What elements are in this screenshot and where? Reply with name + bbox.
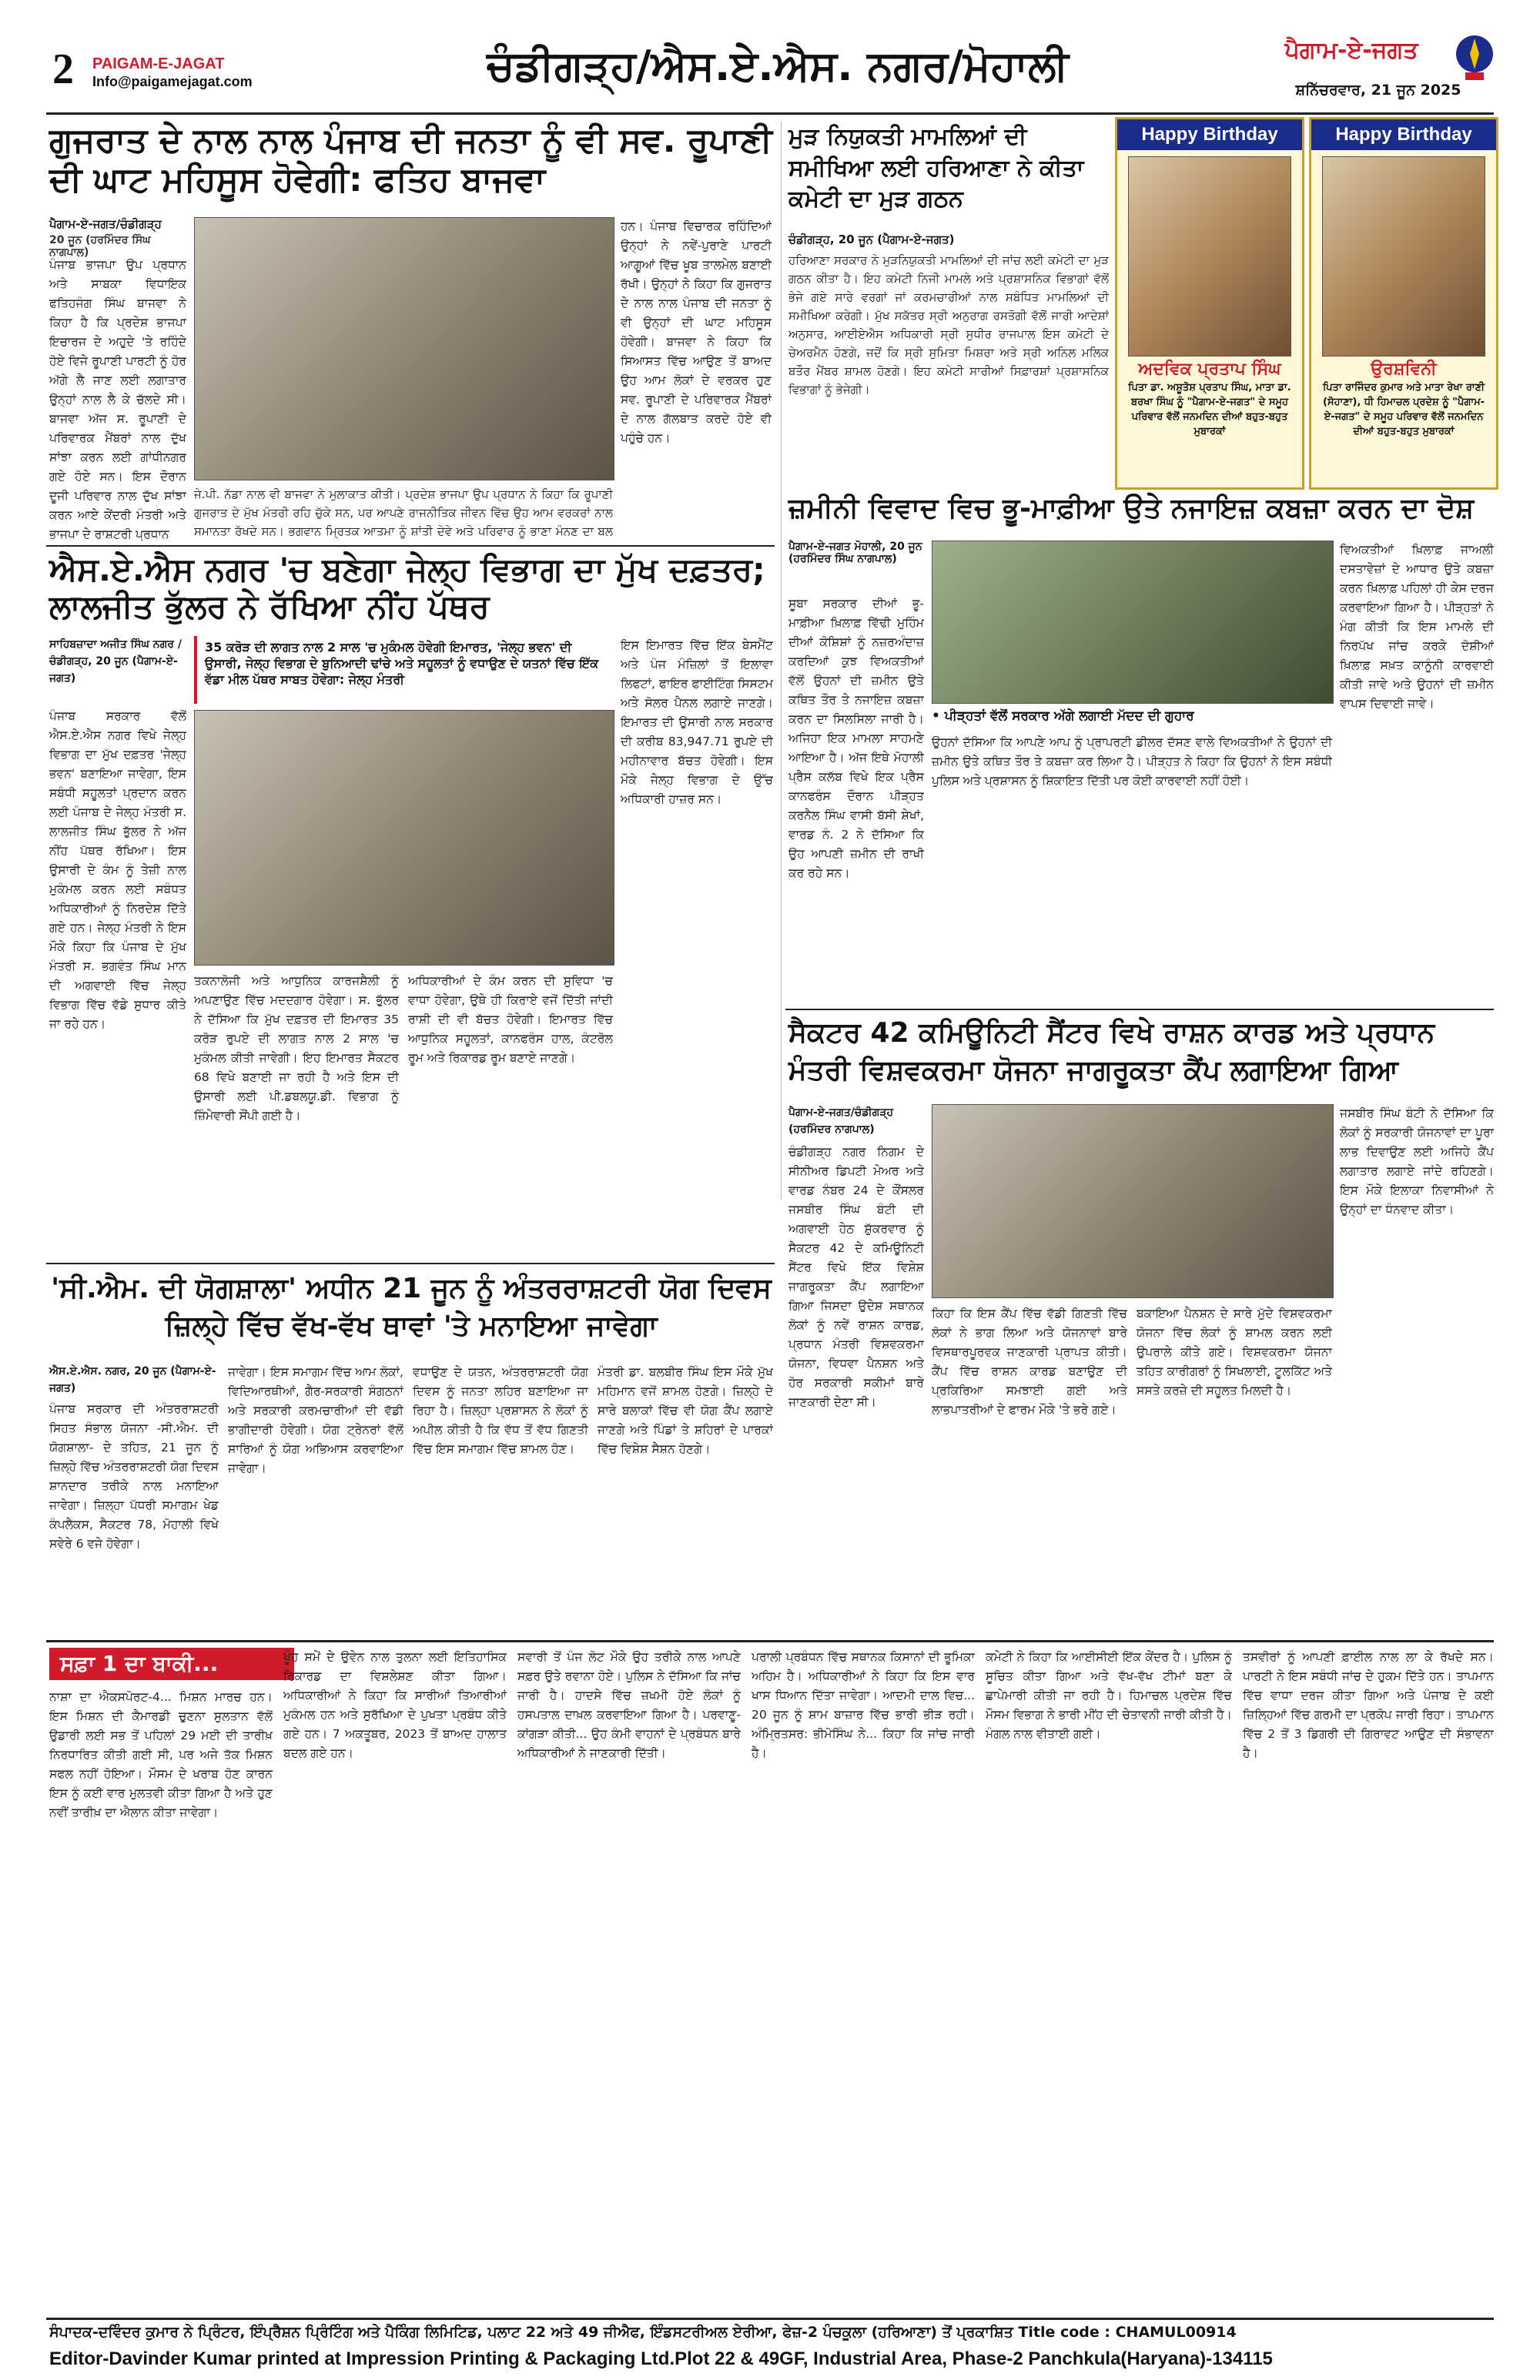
masthead-rule [46,112,1494,115]
story2-dateline: ਚੰਡੀਗੜ੍ਹ, 20 ਜੂਨ (ਪੈਗਾਮ-ਏ-ਜਗਤ) [788,233,955,246]
story1-body-col1: ਪੰਜਾਬ ਭਾਜਪਾ ਉਪ ਪ੍ਰਧਾਨ ਅਤੇ ਸਾਬਕਾ ਵਿਧਾਇਕ ਫਤਿਹਜੰਗ ਸਿੰਘ ਬਾਜਵਾ ਨੇ ਕਿਹਾ ਹੈ ਕਿ ਪ੍ਰਦੇਸ਼ ਭਾਜਪਾ ਇਚਾਰਜ ਦੇ ਅਹੁਦੇ 'ਤੇ ਰਹਿੰਦੇ ਹੋਏ ਵਿਜੇ ਰੂਪਾਣੀ ਪਾਰਟੀ ਨੂੰ ਹੋਰ ਅੱਗੇ ਲੈ ਜਾਣ ਲਈ ਲਗਾਤਾਰ ਉਨ੍ਹਾਂ ਨਾਲ ਲੈ ਕੇ ਚੱਲਦੇ ਸੀ। ਬਾਜਵਾ ਅੱਜ ਸ. ਰੂਪਾਣੀ ਦੇ ਪਰਿਵਾਰਕ ਮੈਂਬਰਾਂ ਨਾਲ ਦੁੱਖ ਸਾਂਝਾ ਕਰਨ ਲਈ ਗਾਂਧੀਨਗਰ ਗਏ ਹੋਏ ਸਨ। ਇਸ ਦੌਰਾਨ ਦੂਜੀ ਪਰਿਵਾਰ ਨਾਲ ਦੁੱਖ ਸਾਂਝਾ ਕਰਨ ਆਏ ਕੇਂਦਰੀ ਮੰਤਰੀ ਅਤੇ ਭਾਜਪਾ ਦੇ ਰਾਸ਼ਟਰੀ ਪ੍ਰਧਾਨ [49,258,186,541]
continued-col5: ਕਮੇਟੀ ਨੇ ਕਿਹਾ ਕਿ ਆਈਸੀਈ ਇੱਕ ਕੇਂਦਰ ਹੈ। ਪੁਲਿਸ ਨੂੰ ਸੂਚਿਤ ਕੀਤਾ ਗਿਆ ਅਤੇ ਵੱਖ-ਵੱਖ ਟੀਮਾਂ ਬਣਾ ਕੇ ਛਾਪੇਮਾਰੀ ਕੀਤੀ ਜਾ ਰਹੀ ਹੈ। ਹਿਮਾਚਲ ਪ੍ਰਦੇਸ਼ ਵਿੱਚ ਮੌਸਮ ਵਿਭਾਗ ਨੇ ਭਾਰੀ ਮੀਂਹ ਦੀ ਚੇਤਾਵਨੀ ਜਾਰੀ ਕੀਤੀ ਹੈ। ਮੰਗਲ ਨਾਲ ਵੀਤਾਈ ਗਈ। [986,1650,1232,1741]
paper-name: PAIGAM-E-JAGAT [92,55,225,72]
story4-body-col4: ਇਸ ਇਮਾਰਤ ਵਿੱਚ ਇੱਕ ਬੇਸਮੈਂਟ ਅਤੇ ਪੰਜ ਮੰਜ਼ਿਲਾਂ ਤੋਂ ਇਲਾਵਾ ਲਿਫਟਾਂ, ਫਾਇਰ ਫਾਈਟਿੰਗ ਸਿਸਟਮ ਅਤੇ ਸੋਲਰ ਪੈਨਲ ਲਗਾਏ ਜਾਣਗੇ। ਇਮਾਰਤ ਦੀ ਉਸਾਰੀ ਨਾਲ ਸਰਕਾਰ ਦੀ ਕਰੀਬ 83,947.71 ਰੁਪਏ ਦੀ ਮਹੀਨਾਵਾਰ ਬੱਚਤ ਹੋਵੇਗੀ। ਇਸ ਮੌਕੇ ਜੇਲ੍ਹ ਵਿਭਾਗ ਦੇ ਉੱਚ ਅਧਿਕਾਰੀ ਹਾਜ਼ਰ ਸਨ। [621,638,773,806]
masthead [0,0,1540,115]
story4-photo [194,710,614,966]
column-rule [781,122,782,1200]
footer-imprint-english: Editor-Davinder Kumar printed at Impression Printing & Packaging Ltd.Plot 22 & 49GF, Industrial Area, Phase-2 Panchkula(Haryana)-134115 [49,2348,1273,2369]
birthday-name: ਉਰਸ਼ਵਿਨੀ [1371,360,1437,379]
continued-col1: ਨਾਸ਼ਾ ਦਾ ਐਕਸਪੋਰਟ-4... ਮਿਸ਼ਨ ਮਾਰਚ ਹਨ। ਇਸ ਮਿਸ਼ਨ ਦੀ ਕੈਮਾਰਡੀ ਚੁਣਨਾ ਸੁਲਤਾਨ ਵੱਲੋਂ ਉਡਾਰੀ ਲਈ ਸਭ ਤੋਂ ਪਹਿਲਾਂ 29 ਮਈ ਦੀ ਤਾਰੀਖ਼ ਨਿਰਧਾਰਿਤ ਕੀਤੀ ਗਈ ਸੀ, ਪਰ ਅਜੇ ਤੱਕ ਮਿਸ਼ਨ ਸਫਲ ਨਹੀਂ ਹੋਇਆ। ਮੌਸਮ ਦੇ ਖਰਾਬ ਹੋਣ ਕਾਰਨ ਇਸ ਨੂੰ ਕਈ ਵਾਰ ਮੁਲਤਵੀ ਕੀਤਾ ਗਿਆ ਹੈ ਅਤੇ ਹੁਣ ਨਵੀਂ ਤਾਰੀਖ਼ ਦਾ ਐਲਾਨ ਕੀਤਾ ਜਾਵੇਗਾ। [49,1690,273,1819]
story3-photo [932,541,1334,704]
story1-byline: ਪੈਗਾਮ-ਏ-ਜਗਤ/ਚੰਡੀਗੜ੍ਹ [49,217,162,231]
story6-body-col2: ਜਾਵੇਗਾ। ਇਸ ਸਮਾਗਮ ਵਿੱਚ ਆਮ ਲੋਕਾਂ, ਵਿਦਿਆਰਥੀਆਂ, ਗੈਰ-ਸਰਕਾਰੀ ਸੰਗਠਨਾਂ ਅਤੇ ਸਰਕਾਰੀ ਕਰਮਚਾਰੀਆਂ ਦੀ ਵੱਡੀ ਭਾਗੀਦਾਰੀ ਹੋਵੇਗੀ। ਯੋਗ ਟ੍ਰੇਨਰਾਂ ਵੱਲੋਂ ਸਾਰਿਆਂ ਨੂੰ ਯੋਗ ਅਭਿਆਸ ਕਰਵਾਇਆ ਜਾਵੇਗਾ। [228,1365,403,1475]
continued-col4: ਪਰਾਲੀ ਪ੍ਰਬੰਧਨ ਵਿੱਚ ਸਥਾਨਕ ਕਿਸਾਨਾਂ ਦੀ ਭੂਮਿਕਾ ਅਹਿਮ ਹੈ। ਅਧਿਕਾਰੀਆਂ ਨੇ ਕਿਹਾ ਕਿ ਇਸ ਵਾਰ ਖਾਸ ਧਿਆਨ ਦਿੱਤਾ ਜਾਵੇਗਾ। ਆਦਮੀ ਦਾਲ ਵਿਚ... 20 ਜੂਨ ਨੂੰ ਸ਼ਾਮ ਬਾਜ਼ਾਰ ਵਿੱਚ ਭਾਰੀ ਭੀੜ ਰਹੀ। ਅੰਮ੍ਰਿਤਸਰ: ਭੀਮੋਸਿੰਘ ਨੇ... ਕਿਹਾ ਕਿ ਜਾਂਚ ਜਾਰੀ ਹੈ। [752,1650,975,1760]
story4-body-col3: ਅਧਿਕਾਰੀਆਂ ਦੇ ਕੰਮ ਕਰਨ ਦੀ ਸੁਵਿਧਾ 'ਚ ਵਾਧਾ ਹੋਵੇਗਾ, ਉਥੇ ਹੀ ਕਿਰਾਏ ਵਜੋਂ ਦਿੱਤੀ ਜਾਂਦੀ ਰਾਸ਼ੀ ਦੀ ਵੀ ਬੱਚਤ ਹੋਵੇਗੀ। ਇਮਾਰਤ ਵਿੱਚ ਆਧੁਨਿਕ ਸਹੂਲਤਾਂ, ਕਾਨਫਰੰਸ ਹਾਲ, ਕੰਟਰੋਲ ਰੂਮ ਅਤੇ ਰਿਕਾਰਡ ਰੂਮ ਬਣਾਏ ਜਾਣਗੇ। [408,974,613,1065]
birthday-caption: ਪਿਤਾ ਡਾ. ਅਸ਼ੂਤੋਸ਼ ਪ੍ਰਤਾਪ ਸਿੰਘ, ਮਾਤਾ ਡਾ. ਬਰਖਾ ਸਿੰਘ ਨੂੰ "ਪੈਗਾਮ-ਏ-ਜਗਤ" ਦੇ ਸਮੂਹ ਪਰਿਵਾਰ ਵੱਲੋਂ ਜਨਮਦਿਨ ਦੀਆਂ ਬਹੁਤ-ਬਹੁਤ ਮੁਬਾਰਕਾਂ [1128,382,1291,437]
section-rule [46,1263,775,1264]
story2-headline: ਮੁੜ ਨਿਯੁਕਤੀ ਮਾਮਲਿਆਂ ਦੀ ਸਮੀਖਿਆ ਲਈ ਹਰਿਆਣਾ ਨੇ ਕੀਤਾ ਕਮੇਟੀ ਦਾ ਮੁੜ ਗਠਨ [788,123,1084,213]
story1-headline: ਗੁਜਰਾਤ ਦੇ ਨਾਲ ਨਾਲ ਪੰਜਾਬ ਦੀ ਜਨਤਾ ਨੂੰ ਵੀ ਸਵ. ਰੂਪਾਣੀ ਦੀ ਘਾਟ ਮਹਿਸੂਸ ਹੋਵੇਗੀ: ਫਤਿਹ ਬਾਜਵਾ [49,121,772,199]
story6-dateline: ਐਸ.ਏ.ਐਸ. ਨਗਰ, 20 ਜੂਨ (ਪੈਗਾਮ-ਏ-ਜਗਤ) [49,1365,216,1394]
birthday-photo [1128,156,1291,356]
section-rule [785,1009,1494,1010]
story5-body-col1: ਚੰਡੀਗੜ੍ਹ ਨਗਰ ਨਿਗਮ ਦੇ ਸੀਨੀਅਰ ਡਿਪਟੀ ਮੇਅਰ ਅਤੇ ਵਾਰਡ ਨੰਬਰ 24 ਦੇ ਕੌਂਸਲਰ ਜਸਬੀਰ ਸਿੰਘ ਬੰਟੀ ਦੀ ਅਗਵਾਈ ਹੇਠ ਸ਼ੁੱਕਰਵਾਰ ਨੂੰ ਸੈਕਟਰ 42 ਦੇ ਕਮਿਊਨਿਟੀ ਸੈਂਟਰ ਵਿਖੇ ਇੱਕ ਵਿਸ਼ੇਸ਼ ਜਾਗਰੂਕਤਾ ਕੈਂਪ ਲਗਾਇਆ ਗਿਆ ਜਿਸਦਾ ਉਦੇਸ਼ ਸਥਾਨਕ ਲੋਕਾਂ ਨੂੰ ਨਵੇਂ ਰਾਸ਼ਨ ਕਾਰਡ, ਪ੍ਰਧਾਨ ਮੰਤਰੀ ਵਿਸ਼ਵਕਰਮਾ ਯੋਜਨਾ, ਵਿਧਵਾ ਪੈਨਸ਼ਨ ਅਤੇ ਹੋਰ ਸਰਕਾਰੀ ਸਕੀਮਾਂ ਬਾਰੇ ਜਾਣਕਾਰੀ ਦੇਣਾ ਸੀ। [788,1145,924,1409]
story1-body-under-photo: ਜੇ.ਪੀ. ਨੱਡਾ ਨਾਲ ਵੀ ਬਾਜਵਾ ਨੇ ਮੁਲਾਕਾਤ ਕੀਤੀ। ਪ੍ਰਦੇਸ਼ ਭਾਜਪਾ ਉਪ ਪ੍ਰਧਾਨ ਨੇ ਕਿਹਾ ਕਿ ਰੂਪਾਣੀ ਗੁਜਰਾਤ ਦੇ ਮੁੱਖ ਮੰਤਰੀ ਰਹਿ ਚੁੱਕੇ ਸਨ, ਪਰ ਆਪਣੇ ਰਾਜਨੀਤਿਕ ਜੀਵਨ ਵਿੱਚ ਉਹ ਆਮ ਵਰਕਰਾਂ ਨਾਲ ਸਮਾਨਤਾ ਰੱਖਦੇ ਸਨ। ਭਗਵਾਨ ਮ੍ਰਿਤਕ ਆਤਮਾ ਨੂੰ ਸ਼ਾਂਤੀ ਦੇਵੇ ਅਤੇ ਪਰਿਵਾਰ ਨੂੰ ਭਾਣਾ ਮੰਨਣ ਦਾ ਬਲ [194,487,613,538]
footer-rule [46,2318,1494,2320]
continued-label: ਸਫ਼ਾ 1 ਦਾ ਬਾਕੀ... [49,1648,294,1680]
story4-headline: ਐਸ.ਏ.ਐਸ ਨਗਰ 'ਚ ਬਣੇਗਾ ਜੇਲ੍ਹ ਵਿਭਾਗ ਦਾ ਮੁੱਖ ਦਫ਼ਤਰ; ਲਾਲਜੀਤ ਭੁੱਲਰ ਨੇ ਰੱਖਿਆ ਨੀਂਹ ਪੱਥਰ [49,551,765,626]
birthday-banner: Happy Birthday [1311,119,1496,150]
story4-dateline: ਸਾਹਿਬਜ਼ਾਦਾ ਅਜੀਤ ਸਿੰਘ ਨਗਰ /ਚੰਡੀਗੜ੍ਹ, 20 ਜੂਨ (ਪੈਗਾਮ-ਏ-ਜਗਤ) [49,638,182,685]
section-title: ਚੰਡੀਗੜ੍ਹ/ਐਸ.ਏ.ਐਸ. ਨਗਰ/ਮੋਹਾਲੀ [487,42,1069,90]
logo-icon [1451,32,1498,86]
story5-body-col2: ਕਿਹਾ ਕਿ ਇਸ ਕੈਂਪ ਵਿੱਚ ਵੱਡੀ ਗਿਣਤੀ ਵਿੱਚ ਲੋਕਾਂ ਨੇ ਭਾਗ ਲਿਆ ਅਤੇ ਯੋਜਨਾਵਾਂ ਬਾਰੇ ਵਿਸਥਾਰਪੂਰਵਕ ਜਾਣਕਾਰੀ ਪ੍ਰਾਪਤ ਕੀਤੀ। ਕੈਂਪ ਵਿੱਚ ਰਾਸ਼ਨ ਕਾਰਡ ਬਣਾਉਣ ਦੀ ਪ੍ਰਕਿਰਿਆ ਸਮਝਾਈ ਗਈ ਅਤੇ ਲਾਭਪਾਤਰੀਆਂ ਦੇ ਫਾਰਮ ਮੌਕੇ 'ਤੇ ਭਰੇ ਗਏ। [932,1307,1127,1417]
story5-photo [932,1104,1334,1298]
birthday-photo [1322,156,1485,356]
story4-body-col2: ਤਕਨਾਲੋਜੀ ਅਤੇ ਆਧੁਨਿਕ ਕਾਰਜਸ਼ੈਲੀ ਨੂੰ ਅਪਣਾਉਣ ਵਿੱਚ ਮਦਦਗਾਰ ਹੋਵੇਗਾ। ਸ. ਭੁੱਲਰ ਨੇ ਦੱਸਿਆ ਕਿ ਮੁੱਖ ਦਫ਼ਤਰ ਦੀ ਇਮਾਰਤ 35 ਕਰੋੜ ਰੁਪਏ ਦੀ ਲਾਗਤ ਨਾਲ 2 ਸਾਲ 'ਚ ਮੁਕੰਮਲ ਕੀਤੀ ਜਾਵੇਗੀ। ਇਹ ਇਮਾਰਤ ਸੈਕਟਰ 68 ਵਿਖੇ ਬਣਾਈ ਜਾ ਰਹੀ ਹੈ ਅਤੇ ਇਸ ਦੀ ਉਸਾਰੀ ਲਈ ਪੀ.ਡਬਲਯੂ.ਡੀ. ਵਿਭਾਗ ਨੂੰ ਜ਼ਿੰਮੇਵਾਰੀ ਸੌਂਪੀ ਗਈ ਹੈ। [194,974,399,1123]
story3-dateline: ਪੈਗਾਮ-ਏ-ਜਗਤ ਮੋਹਾਲੀ, 20 ਜੂਨ (ਹਰਮਿੰਦਰ ਸਿੰਘ ਨਾਗਪਾਲ) [788,541,922,565]
story6-headline: 'ਸੀ.ਐਮ. ਦੀ ਯੋਗਸ਼ਾਲਾ' ਅਧੀਨ 21 ਜੂਨ ਨੂੰ ਅੰਤਰਰਾਸ਼ਟਰੀ ਯੋਗ ਦਿਵਸ ਜ਼ਿਲ੍ਹੇ ਵਿੱਚ ਵੱਖ-ਵੱਖ ਥਾਵਾਂ 'ਤੇ ਮਨਾਇਆ ਜਾਵੇਗਾ [51,1273,772,1342]
story3-subhead: • ਪੀੜ੍ਹਤਾਂ ਵੱਲੋਂ ਸਰਕਾਰ ਅੱਗੇ ਲਗਾਈ ਮੱਦਦ ਦੀ ਗੁਹਾਰ [932,708,1194,724]
story1-photo [194,217,614,480]
story6-body-col1: ਪੰਜਾਬ ਸਰਕਾਰ ਦੀ ਅੰਤਰਰਾਸ਼ਟਰੀ ਸਿਹਤ ਸੰਭਾਲ ਯੋਜਨਾ -ਸੀ.ਐਮ. ਦੀ ਯੋਗਸ਼ਾਲਾ- ਦੇ ਤਹਿਤ, 21 ਜੂਨ ਨੂੰ ਜ਼ਿਲ੍ਹੇ ਵਿੱਚ ਅੰਤਰਰਾਸ਼ਟਰੀ ਯੋਗ ਦਿਵਸ ਸ਼ਾਨਦਾਰ ਤਰੀਕੇ ਨਾਲ ਮਨਾਇਆ ਜਾਵੇਗਾ। ਜ਼ਿਲ੍ਹਾ ਪੱਧਰੀ ਸਮਾਗਮ ਖੇਡ ਕੰਪਲੈਕਸ, ਸੈਕਟਰ 78, ਮੋਹਾਲੀ ਵਿਖੇ ਸਵੇਰੇ 6 ਵਜੇ ਹੋਵੇਗਾ। [49,1402,219,1551]
story5-body-col4: ਜਸਬੀਰ ਸਿੰਘ ਬੰਟੀ ਨੇ ਦੱਸਿਆ ਕਿ ਲੋਕਾਂ ਨੂੰ ਸਰਕਾਰੀ ਯੋਜਨਾਵਾਂ ਦਾ ਪੂਰਾ ਲਾਭ ਦਿਵਾਉਣ ਲਈ ਅਜਿਹੇ ਕੈਂਪ ਲਗਾਤਾਰ ਲਗਾਏ ਜਾਂਦੇ ਰਹਿਣਗੇ। ਇਸ ਮੌਕੇ ਇਲਾਕਾ ਨਿਵਾਸੀਆਂ ਨੇ ਉਨ੍ਹਾਂ ਦਾ ਧੰਨਵਾਦ ਕੀਤਾ। [1340,1106,1494,1217]
story2-body: ਹਰਿਆਣਾ ਸਰਕਾਰ ਨੇ ਮੁੜਨਿਯੁਕਤੀ ਮਾਮਲਿਆਂ ਦੀ ਜਾਂਚ ਲਈ ਕਮੇਟੀ ਦਾ ਮੁੜ ਗਠਨ ਕੀਤਾ ਹੈ। ਇਹ ਕਮੇਟੀ ਨਿਜੀ ਮਾਮਲੇ ਅਤੇ ਪ੍ਰਸ਼ਾਸਨਿਕ ਵਿਭਾਗਾਂ ਵੱਲੋਂ ਭੇਜੇ ਗਏ ਸਾਰੇ ਵਰਗਾਂ ਜਾਂ ਕਰਮਚਾਰੀਆਂ ਨਾਲ ਸਬੰਧਿਤ ਮਾਮਲਿਆਂ ਦੀ ਸਮੀਖਿਆ ਕਰੇਗੀ। ਮੁੱਖ ਸਕੱਤਰ ਸ੍ਰੀ ਅਨੁਰਾਗ ਰਸਤੋਗੀ ਵੱਲੋਂ ਜਾਰੀ ਆਦੇਸ਼ਾਂ ਅਨੁਸਾਰ, ਆਈਏਐਸ ਅਧਿਕਾਰੀ ਸ੍ਰੀ ਸੁਧੀਰ ਰਾਜਪਾਲ ਇਸ ਕਮੇਟੀ ਦੇ ਚੇਅਰਮੈਨ ਹੋਣਗੇ, ਜਦੋਂ ਕਿ ਸ੍ਰੀ ਸੁਮਿਤਾ ਮਿਸ਼ਰਾ ਅਤੇ ਸ੍ਰੀ ਅਨਿਲ ਮਲਿਕ ਬਤੌਰ ਮੈਂਬਰ ਸ਼ਾਮਲ ਹੋਣਗੇ। ਇਹ ਕਮੇਟੀ ਸਾਰੀਆਂ ਸਿਫ਼ਾਰਸ਼ਾਂ ਪ੍ਰਸ਼ਾਸਨਿਕ ਵਿਭਾਗਾਂ ਨੂੰ ਭੇਜੇਗੀ। [788,253,1109,397]
birthday-banner: Happy Birthday [1117,119,1302,150]
story6-body-col4: ਮੰਤਰੀ ਡਾ. ਬਲਬੀਰ ਸਿੰਘ ਇਸ ਮੌਕੇ ਮੁੱਖ ਮਹਿਮਾਨ ਵਜੋਂ ਸ਼ਾਮਲ ਹੋਣਗੇ। ਜ਼ਿਲ੍ਹੇ ਦੇ ਸਾਰੇ ਬਲਾਕਾਂ ਵਿੱਚ ਵੀ ਯੋਗ ਕੈਂਪ ਲਗਾਏ ਜਾਣਗੇ ਅਤੇ ਪਿੰਡਾਂ ਤੇ ਸ਼ਹਿਰਾਂ ਦੇ ਪਾਰਕਾਂ ਵਿੱਚ ਵਿਸ਼ੇਸ਼ ਸੈਸ਼ਨ ਹੋਣਗੇ। [598,1365,773,1456]
email: Info@paigamejagat.com [92,74,253,89]
story3-body-left: ਸੂਬਾ ਸਰਕਾਰ ਦੀਆਂ ਭੂ-ਮਾਫ਼ੀਆ ਖ਼ਿਲਾਫ਼ ਵਿੱਢੀ ਮੁਹਿੰਮ ਦੀਆਂ ਕੋਸ਼ਿਸ਼ਾਂ ਨੂੰ ਨਜ਼ਰਅੰਦਾਜ਼ ਕਰਦਿਆਂ ਕੁਝ ਵਿਅਕਤੀਆਂ ਵੱਲੋਂ ਉਹਨਾਂ ਦੀ ਜ਼ਮੀਨ ਉਤੇ ਕਥਿਤ ਤੌਰ ਤੇ ਨਜਾਇਜ਼ ਕਬਜ਼ਾ ਕਰਨ ਦਾ ਸਿਲਸਿਲਾ ਜਾਰੀ ਹੈ। ਅਜਿਹਾ ਇਕ ਮਾਮਲਾ ਸਾਹਮਣੇ ਆਇਆ ਹੈ। ਅੱਜ ਇਥੇ ਮੋਹਾਲੀ ਪ੍ਰੈਸ ਕਲੱਬ ਵਿਖੇ ਇਕ ਪ੍ਰੈਸ ਕਾਨਫਰੰਸ ਦੌਰਾਨ ਪੀੜ੍ਹਤ ਕਰਨੈਲ ਸਿੰਘ ਵਾਸੀ ਬੱਸੀ ਸ਼ੇਖਾਂ, ਵਾਰਡ ਨੰ. 2 ਨੇ ਦੱਸਿਆ ਕਿ ਉਹ ਆਪਣੀ ਜ਼ਮੀਨ ਦੀ ਰਾਖੀ ਕਰ ਰਹੇ ਸਨ। [788,597,924,880]
masthead-logo-text: ਪੈਗਾਮ-ਏ-ਜਗਤ [1284,37,1418,64]
birthday-card-2 [1309,117,1498,490]
section-rule [46,1640,1494,1642]
story4-highlight-text: 35 ਕਰੋੜ ਦੀ ਲਾਗਤ ਨਾਲ 2 ਸਾਲ 'ਚ ਮੁਕੰਮਲ ਹੋਵੇਗੀ ਇਮਾਰਤ, 'ਜੇਲ੍ਹ ਭਵਨ' ਦੀ ਉਸਾਰੀ, ਜੇਲ੍ਹ ਵਿਭਾਗ ਦੇ ਬੁਨਿਆਦੀ ਢਾਂਚੇ ਅਤੇ ਸਹੂਲਤਾਂ ਨੂੰ ਵਧਾਉਣ ਦੇ ਯਤਨਾਂ ਵਿੱਚ ਇੱਕ ਵੱਡਾ ਮੀਲ ਪੱਥਰ ਸਾਬਤ ਹੋਵੇਗਾ: ਜੇਲ੍ਹ ਮੰਤਰੀ [205,640,599,687]
story3-body-right: ਵਿਅਕਤੀਆਂ ਖ਼ਿਲਾਫ਼ ਜਾਅਲੀ ਦਸਤਾਵੇਜ਼ਾਂ ਦੇ ਆਧਾਰ ਉਤੇ ਕਬਜ਼ਾ ਕਰਨ ਖ਼ਿਲਾਫ਼ ਪਹਿਲਾਂ ਹੀ ਕੇਸ ਦਰਜ ਕਰਵਾਇਆ ਗਿਆ ਹੈ। ਪੀੜ੍ਹਤਾਂ ਨੇ ਮੰਗ ਕੀਤੀ ਕਿ ਇਸ ਮਾਮਲੇ ਦੀ ਨਿਰਪੱਖ ਜਾਂਚ ਕਰਕੇ ਦੋਸ਼ੀਆਂ ਖ਼ਿਲਾਫ਼ ਸਖ਼ਤ ਕਾਨੂੰਨੀ ਕਾਰਵਾਈ ਕੀਤੀ ਜਾਵੇ ਅਤੇ ਉਹਨਾਂ ਦੀ ਜ਼ਮੀਨ ਵਾਪਸ ਦਿਵਾਈ ਜਾਵੇ। [1340,543,1494,711]
story1-dateline: 20 ਜੂਨ (ਹਰਮਿੰਦਰ ਸਿੰਘ ਨਾਗਪਾਲ) [49,234,151,259]
continued-col6: ਤਸਵੀਰਾਂ ਨੂੰ ਆਪਣੀ ਫ਼ਾਈਲ ਨਾਲ ਲਾ ਕੇ ਰੱਖਦੇ ਸਨ। ਪਾਰਟੀ ਨੇ ਇਸ ਸਬੰਧੀ ਜਾਂਚ ਦੇ ਹੁਕਮ ਦਿੱਤੇ ਹਨ। ਤਾਪਮਾਨ ਵਿੱਚ ਵਾਧਾ ਦਰਜ ਕੀਤਾ ਗਿਆ ਅਤੇ ਪੰਜਾਬ ਦੇ ਕਈ ਜ਼ਿਲ੍ਹਿਆਂ ਵਿੱਚ ਗਰਮੀ ਦਾ ਪ੍ਰਕੋਪ ਜਾਰੀ ਰਿਹਾ। ਤਾਪਮਾਨ ਵਿੱਚ 2 ਤੋਂ 3 ਡਿਗਰੀ ਦੀ ਗਿਰਾਵਟ ਆਉਣ ਦੀ ਸੰਭਾਵਨਾ ਹੈ। [1243,1650,1494,1760]
issue-date: ਸ਼ਨਿੱਚਰਵਾਰ, 21 ਜੂਨ 2025 [1295,82,1461,99]
story3-headline: ਜ਼ਮੀਨੀ ਵਿਵਾਦ ਵਿਚ ਭੂ-ਮਾਫ਼ੀਆ ਉਤੇ ਨਜਾਇਜ਼ ਕਬਜ਼ਾ ਕਰਨ ਦਾ ਦੋਸ਼ [788,493,1475,524]
continued-col3: ਸਵਾਰੀ ਤੋਂ ਪੰਜ ਲੋਟ ਮੌਕੇ ਉਹ ਤਰੀਕੇ ਨਾਲ ਆਪਣੇ ਸਫ਼ਰ ਉਤੇ ਰਵਾਨਾ ਹੋਏ। ਪੁਲਿਸ ਨੇ ਦੱਸਿਆ ਕਿ ਜਾਂਚ ਜਾਰੀ ਹੈ। ਹਾਦਸੇ ਵਿੱਚ ਜ਼ਖਮੀ ਹੋਏ ਲੋਕਾਂ ਨੂੰ ਹਸਪਤਾਲ ਦਾਖ਼ਲ ਕਰਵਾਇਆ ਗਿਆ ਹੈ। ਪਰਵਾਣੂ-ਕਾਂਗੜਾ ਕੀਤੀ... ਉਹ ਕੰਮੀ ਵਾਹਨਾਂ ਦੇ ਪ੍ਰਬੰਧਨ ਬਾਰੇ ਅਧਿਕਾਰੀਆਂ ਨੇ ਜਾਣਕਾਰੀ ਦਿੱਤੀ। [517,1650,741,1760]
birthday-name: ਅਦਵਿਕ ਪ੍ਰਤਾਪ ਸਿੰਘ [1138,360,1281,379]
continued-col2: ਖੂੰਹ ਸਮੇਂ ਦੇ ਉਵੇਨ ਨਾਲ ਤੁਲਨਾ ਲਈ ਇਤਿਹਾਸਿਕ ਰਿਕਾਰਡ ਦਾ ਵਿਸ਼ਲੇਸ਼ਣ ਕੀਤਾ ਗਿਆ। ਅਧਿਕਾਰੀਆਂ ਨੇ ਕਿਹਾ ਕਿ ਸਾਰੀਆਂ ਤਿਆਰੀਆਂ ਮੁਕੰਮਲ ਹਨ ਅਤੇ ਸੁਰੱਖਿਆ ਦੇ ਪੁਖਤਾ ਪ੍ਰਬੰਧ ਕੀਤੇ ਗਏ ਹਨ। 7 ਅਕਤੂਬਰ, 2023 ਤੋਂ ਬਾਅਦ ਹਾਲਾਤ ਬਦਲ ਗਏ ਹਨ। [283,1650,507,1760]
story5-headline: ਸੈਕਟਰ 42 ਕਮਿਊਨਿਟੀ ਸੈਂਟਰ ਵਿਖੇ ਰਾਸ਼ਨ ਕਾਰਡ ਅਤੇ ਪ੍ਰਧਾਨ ਮੰਤਰੀ ਵਿਸ਼ਵਕਰਮਾ ਯੋਜਨਾ ਜਾਗਰੂਕਤਾ ਕੈਂਪ ਲਗਾਇਆ ਗਿਆ [788,1017,1435,1086]
birthday-caption: ਪਿਤਾ ਰਾਜਿੰਦਰ ਕੁਮਾਰ ਅਤੇ ਮਾਤਾ ਰੇਖਾ ਰਾਣੀ (ਸੋਹਾਣਾ), ਧੀ ਹਿਮਾਚਲ ਪ੍ਰਦੇਸ਼ ਨੂੰ "ਪੈਗਾਮ-ਏ-ਜਗਤ" ਦੇ ਸਮੂਹ ਪਰਿਵਾਰ ਵੱਲੋਂ ਜਨਮਦਿਨ ਦੀਆਂ ਬਹੁਤ-ਬਹੁਤ ਮੁਬਾਰਕਾਂ [1322,382,1485,437]
footer-imprint-punjabi: ਸੰਪਾਦਕ-ਦਵਿੰਦਰ ਕੁਮਾਰ ਨੇ ਪ੍ਰਿੰਟਰ, ਇੰਪ੍ਰੈਸ਼ਨ ਪ੍ਰਿੰਟਿੰਗ ਅਤੇ ਪੈਕਿੰਗ ਲਿਮਿਟਿਡ, ਪਲਾਟ 22 ਅਤੇ 49 ਜੀਐਫ, ਇੰਡਸਟਰੀਅਲ ਏਰੀਆ, ਫੇਜ਼-2 ਪੰਚਕੂਲਾ (ਹਰਿਆਣਾ) ਤੋਂ ਪ੍ਰਕਾਸ਼ਿਤ Title code : CHAMUL00914 [49,2324,1237,2341]
story6-body-col3: ਵਧਾਉਣ ਦੇ ਯਤਨ, ਅੰਤਰਰਾਸ਼ਟਰੀ ਯੋਗ ਦਿਵਸ ਨੂੰ ਜਨਤਾ ਲਹਿਰ ਬਣਾਇਆ ਜਾ ਰਿਹਾ ਹੈ। ਜ਼ਿਲ੍ਹਾ ਪ੍ਰਸ਼ਾਸਨ ਨੇ ਲੋਕਾਂ ਨੂੰ ਅਪੀਲ ਕੀਤੀ ਹੈ ਕਿ ਵੱਧ ਤੋਂ ਵੱਧ ਗਿਣਤੀ ਵਿੱਚ ਇਸ ਸਮਾਗਮ ਵਿੱਚ ਸ਼ਾਮਲ ਹੋਣ। [413,1365,588,1456]
story5-dateline: ਪੈਗਾਮ-ਏ-ਜਗਤ/ਚੰਡੀਗੜ੍ਹ (ਹਰਮਿੰਦਰ ਨਾਗਪਾਲ) [788,1106,894,1136]
birthday-card-1 [1115,117,1304,490]
story5-body-col3: ਬਕਾਇਆ ਪੈਨਸ਼ਨ ਦੇ ਸਾਰੇ ਮੁੱਦੇ ਵਿਸ਼ਵਕਰਮਾ ਯੋਜਨਾ ਵਿੱਚ ਲੋਕਾਂ ਨੂੰ ਸ਼ਾਮਲ ਕਰਨ ਲਈ ਉਪਰਾਲੇ ਕੀਤੇ ਗਏ। ਵਿਸ਼ਵਕਰਮਾ ਯੋਜਨਾ ਤਹਿਤ ਕਾਰੀਗਰਾਂ ਨੂੰ ਸਿਖਲਾਈ, ਟੂਲਕਿੱਟ ਅਤੇ ਸਸਤੇ ਕਰਜ਼ੇ ਦੀ ਸਹੂਲਤ ਮਿਲਦੀ ਹੈ। [1137,1307,1332,1398]
story1-body-col4: ਹਨ। ਪੰਜਾਬ ਵਿਚਾਰਕ ਰਹਿੰਦਿਆਂ ਉਨ੍ਹਾਂ ਨੇ ਨਵੇਂ-ਪੁਰਾਣੇ ਪਾਰਟੀ ਆਗੂਆਂ ਵਿੱਚ ਖੂਬ ਤਾਲਮੇਲ ਬਣਾਈ ਰੱਖੀ। ਉਨ੍ਹਾਂ ਨੇ ਕਿਹਾ ਕਿ ਗੁਜਰਾਤ ਦੇ ਨਾਲ ਨਾਲ ਪੰਜਾਬ ਦੀ ਜਨਤਾ ਨੂੰ ਵੀ ਉਨ੍ਹਾਂ ਦੀ ਘਾਟ ਮਹਿਸੂਸ ਹੋਵੇਗੀ। ਬਾਜਵਾ ਨੇ ਕਿਹਾ ਕਿ ਸਿਆਸਤ ਵਿੱਚ ਆਉਣ ਤੋਂ ਬਾਅਦ ਉਹ ਆਮ ਲੋਕਾਂ ਦੇ ਵਰਕਰ ਹੁਣ ਸਵ. ਰੂਪਾਣੀ ਦੇ ਪਰਿਵਾਰਕ ਮੈਂਬਰਾਂ ਦੇ ਨਾਲ ਗੱਲਬਾਤ ਕਰਦੇ ਹੋਏ ਵੀ ਪਹੁੰਚੇ ਹਨ। [621,219,772,445]
page-number: 2 [52,45,74,93]
story3-body-mid: ਉਹਨਾਂ ਦੱਸਿਆ ਕਿ ਆਪਣੇ ਆਪ ਨੂੰ ਪ੍ਰਾਪਰਟੀ ਡੀਲਰ ਦੱਸਣ ਵਾਲੇ ਵਿਅਕਤੀਆਂ ਨੇ ਉਹਨਾਂ ਦੀ ਜ਼ਮੀਨ ਉਤੇ ਕਥਿਤ ਤੌਰ ਤੇ ਕਬਜ਼ਾ ਕਰ ਲਿਆ ਹੈ। ਪੀੜ੍ਹਤ ਨੇ ਕਿਹਾ ਕਿ ਉਹਨਾਂ ਨੇ ਇਸ ਸਬੰਧੀ ਪੁਲਿਸ ਅਤੇ ਪ੍ਰਸ਼ਾਸਨ ਨੂੰ ਸ਼ਿਕਾਇਤ ਦਿੱਤੀ ਪਰ ਕੋਈ ਕਾਰਵਾਈ ਨਹੀਂ ਹੋਈ। [932,735,1332,788]
story4-body-col1: ਪੰਜਾਬ ਸਰਕਾਰ ਵੱਲੋਂ ਐਸ.ਏ.ਐਸ ਨਗਰ ਵਿਖੇ ਜੇਲ੍ਹ ਵਿਭਾਗ ਦਾ ਮੁੱਖ ਦਫ਼ਤਰ 'ਜੇਲ੍ਹ ਭਵਨ' ਬਣਾਇਆ ਜਾਵੇਗਾ, ਇਸ ਸਬੰਧੀ ਸਹੂਲਤਾਂ ਪ੍ਰਦਾਨ ਕਰਨ ਲਈ ਪੰਜਾਬ ਦੇ ਜੇਲ੍ਹ ਮੰਤਰੀ ਸ. ਲਾਲਜੀਤ ਸਿੰਘ ਭੁੱਲਰ ਨੇ ਅੱਜ ਨੀਂਹ ਪੱਥਰ ਰੱਖਿਆ। ਇਸ ਉਸਾਰੀ ਦੇ ਕੰਮ ਨੂੰ ਤੇਜ਼ੀ ਨਾਲ ਮੁਕੰਮਲ ਕਰਨ ਲਈ ਸਬੰਧਤ ਅਧਿਕਾਰੀਆਂ ਨੂੰ ਨਿਰਦੇਸ਼ ਦਿੱਤੇ ਗਏ ਹਨ। ਜੇਲ੍ਹ ਮੰਤਰੀ ਨੇ ਇਸ ਮੌਕੇ ਕਿਹਾ ਕਿ ਪੰਜਾਬ ਦੇ ਮੁੱਖ ਮੰਤਰੀ ਸ. ਭਗਵੰਤ ਸਿੰਘ ਮਾਨ ਦੀ ਅਗਵਾਈ ਵਿੱਚ ਜੇਲ੍ਹ ਵਿਭਾਗ ਵਿੱਚ ਵੱਡੇ ਸੁਧਾਰ ਕੀਤੇ ਜਾ ਰਹੇ ਹਨ। [49,709,186,1031]
section-rule [46,545,775,547]
story4-highlight [194,636,616,704]
